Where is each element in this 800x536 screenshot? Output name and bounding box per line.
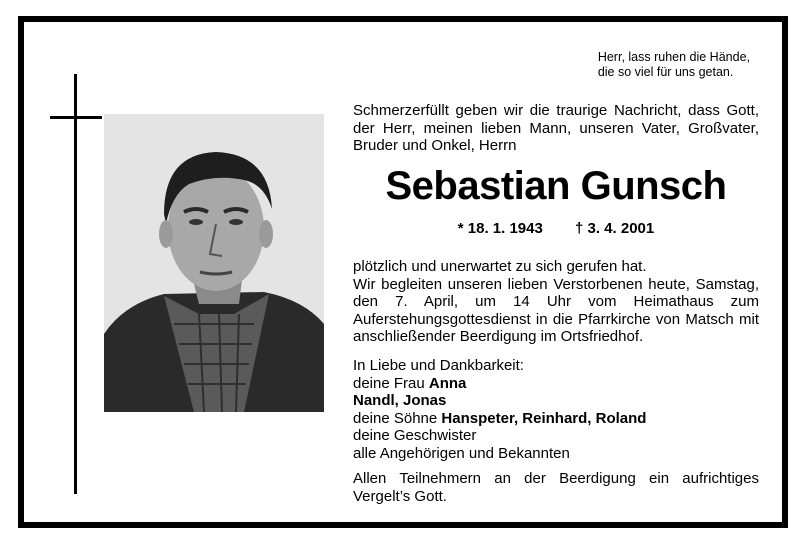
mourner-name: Anna: [428, 374, 467, 392]
cross-icon-bar: [50, 116, 102, 119]
closing-text: Allen Teilnehmern an der Beerdigung ein aufrichtiges Vergelt’s Gott.: [353, 470, 759, 505]
death-date: † 3. 4. 2001: [575, 220, 655, 237]
funeral-paragraph: [353, 258, 759, 346]
mourner-label: deine Frau: [353, 374, 429, 392]
motto-line: Herr, lass ruhen die Hände,: [597, 50, 750, 64]
birth-date: * 18. 1. 1943: [457, 220, 543, 237]
mourner-siblings: deine Geschwister: [353, 427, 477, 444]
intro-text: Schmerzerfüllt geben wir die traurige Nachricht, dass Gott, der Herr, meinen lieben Mann, unseren Vater, Großvater, Bruder und Onkel, Herrn: [353, 102, 759, 154]
obituary-frame: [18, 16, 788, 528]
mourner-name: Nandl, Jonas: [353, 392, 447, 409]
deceased-name: Sebastian Gunsch: [385, 164, 727, 208]
motto: [598, 50, 750, 80]
mourner-sons: [353, 410, 759, 428]
cross-icon: [74, 74, 77, 494]
mourner-relatives: alle Angehörigen und Bekannten: [353, 444, 570, 462]
funeral-details: Wir begleiten unseren lieben Verstorbenen heute, Samstag, den 7. April, um 14 Uhr vom Heimathaus zum Auferstehungsgottesdienst in die Pfarrkirche von Matsch mit anschließender Beerdigung im Ortsfriedhof.: [353, 275, 759, 345]
portrait-photo: [104, 114, 324, 412]
mourners-list: [353, 357, 759, 462]
mourners-heading: In Liebe und Dankbarkeit:: [353, 357, 524, 374]
mourner-grandchildren: [353, 392, 759, 410]
life-dates: [353, 220, 759, 237]
passing-line: plötzlich und unerwartet zu sich gerufen hat.: [353, 258, 647, 275]
motto-line: die so viel für uns getan.: [597, 65, 734, 79]
mourner-name: Hanspeter, Reinhard, Roland: [441, 409, 647, 427]
mourner-label: deine Söhne: [353, 409, 442, 427]
mourner-wife: [353, 375, 759, 393]
